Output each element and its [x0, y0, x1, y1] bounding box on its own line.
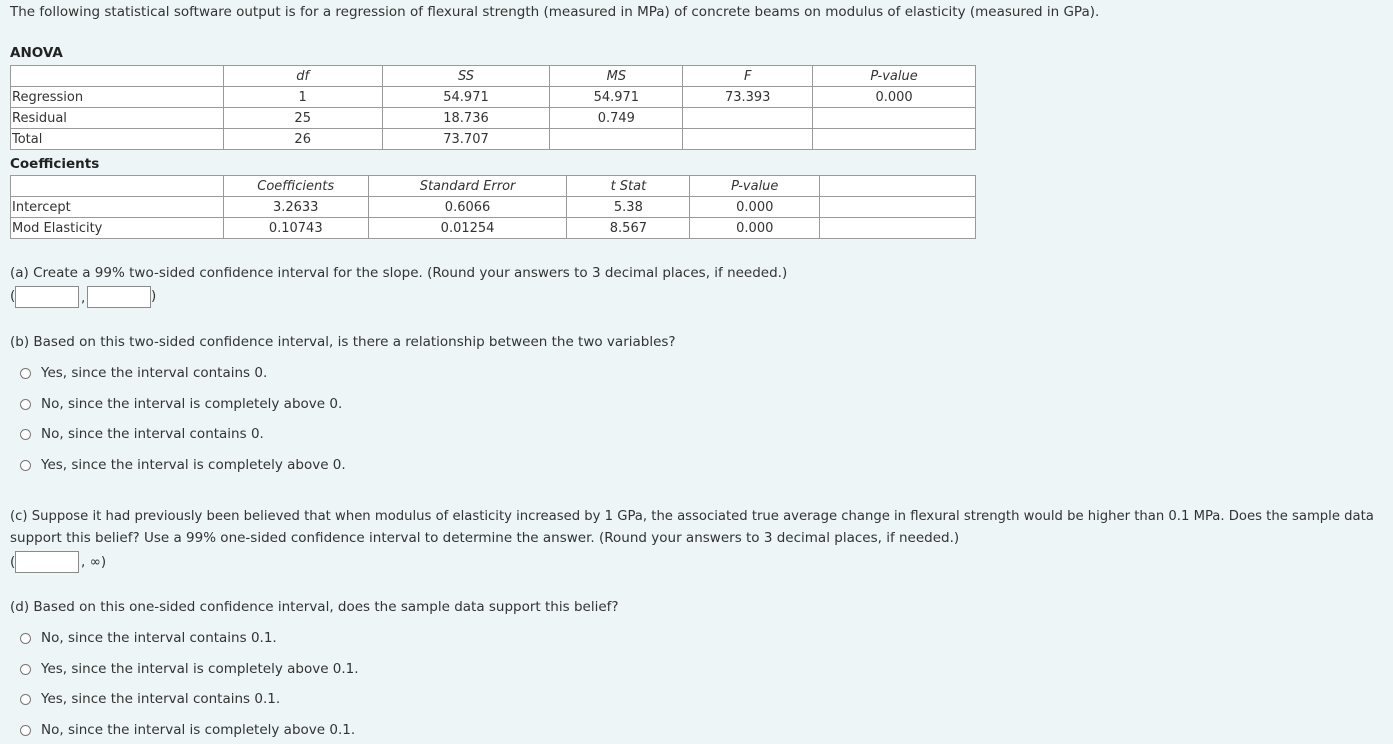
- radio-button[interactable]: [20, 725, 31, 736]
- table-cell: [683, 129, 813, 150]
- table-cell: 54.971: [550, 87, 683, 108]
- row-label: Intercept: [11, 197, 224, 218]
- part-a-lower-input[interactable]: [15, 286, 79, 308]
- option-label: No, since the interval contains 0.1.: [41, 630, 277, 646]
- part-c-lower-input[interactable]: [15, 551, 79, 573]
- part-c-infinity-tail: , ∞): [81, 554, 107, 570]
- option-label: No, since the interval is completely above 0.1.: [41, 722, 356, 738]
- table-cell: 73.707: [382, 129, 550, 150]
- option-label: No, since the interval is completely above 0.: [41, 396, 343, 412]
- table-cell: 18.736: [382, 108, 550, 129]
- table-cell: [683, 108, 813, 129]
- table-row: [11, 129, 976, 150]
- part-c-question-line2: support this belief? Use a 99% one-sided confidence interval to determine the answer. (Round your answers to 3 decimal places, if needed.): [10, 530, 960, 546]
- table-cell: [813, 129, 976, 150]
- table-cell: 0.000: [690, 197, 820, 218]
- radio-button[interactable]: [20, 664, 31, 675]
- anova-header-cell: SS: [382, 66, 550, 87]
- part-a-open-paren: (: [10, 288, 16, 304]
- coef-header-cell: [820, 176, 976, 197]
- coefficients-table: [10, 175, 976, 239]
- table-cell: 5.38: [567, 197, 690, 218]
- radio-button[interactable]: [20, 429, 31, 440]
- table-cell: 0.6066: [368, 197, 567, 218]
- row-label: Total: [11, 129, 224, 150]
- coefficients-title: Coefficients: [10, 156, 100, 172]
- option-label: Yes, since the interval is completely above 0.1.: [41, 661, 359, 677]
- table-cell: 0.000: [813, 87, 976, 108]
- radio-button[interactable]: [20, 460, 31, 471]
- part-a-close-paren: ): [151, 288, 157, 304]
- part-b-option-4[interactable]: [20, 456, 346, 474]
- table-cell: 25: [223, 108, 382, 129]
- anova-header-cell: df: [223, 66, 382, 87]
- row-label: Mod Elasticity: [11, 218, 224, 239]
- table-row: [11, 108, 976, 129]
- part-a-upper-input[interactable]: [87, 286, 151, 308]
- part-c-question-line1: (c) Suppose it had previously been believed that when modulus of elasticity increased by 1 GPa, the associated true average change in flexural strength would be higher than 0.1 MPa. Does the sample data: [10, 509, 1374, 524]
- part-d-option-1[interactable]: [20, 629, 277, 647]
- part-b-option-3[interactable]: [20, 425, 264, 443]
- anova-header-cell: MS: [550, 66, 683, 87]
- option-label: Yes, since the interval contains 0.: [41, 365, 268, 381]
- part-b-question: (b) Based on this two-sided confidence interval, is there a relationship between the two variables?: [10, 334, 676, 350]
- part-d-option-2[interactable]: [20, 660, 359, 678]
- part-c-open-paren: (: [10, 554, 16, 570]
- radio-button[interactable]: [20, 694, 31, 705]
- part-b-option-2[interactable]: [20, 395, 342, 413]
- option-label: Yes, since the interval contains 0.1.: [41, 691, 281, 707]
- anova-title: ANOVA: [10, 45, 63, 61]
- part-b-option-1[interactable]: [20, 364, 267, 382]
- option-label: Yes, since the interval is completely above 0.: [41, 457, 346, 473]
- table-cell: 0.01254: [368, 218, 567, 239]
- option-label: No, since the interval contains 0.: [41, 426, 264, 442]
- part-a-question: (a) Create a 99% two-sided confidence interval for the slope. (Round your answers to 3 decimal places, if needed.): [10, 265, 788, 281]
- coef-header-cell: t Stat: [567, 176, 690, 197]
- table-cell: 73.393: [683, 87, 813, 108]
- table-cell: [820, 218, 976, 239]
- part-d-option-3[interactable]: [20, 690, 280, 708]
- intro-text: The following statistical software output is for a regression of flexural strength (measured in MPa) of concrete beams on modulus of elasticity (measured in GPa).: [10, 4, 1100, 20]
- table-cell: 0.000: [690, 218, 820, 239]
- table-row: [11, 87, 976, 108]
- coef-header-cell: [11, 176, 224, 197]
- radio-button[interactable]: [20, 633, 31, 644]
- table-row: [11, 197, 976, 218]
- anova-table: [10, 65, 976, 150]
- table-cell: 3.2633: [223, 197, 368, 218]
- radio-button[interactable]: [20, 399, 31, 410]
- row-label: Regression: [11, 87, 224, 108]
- table-cell: 0.749: [550, 108, 683, 129]
- table-cell: [820, 197, 976, 218]
- coef-header-cell: Coefficients: [223, 176, 368, 197]
- table-cell: [813, 108, 976, 129]
- anova-header-cell: F: [683, 66, 813, 87]
- table-cell: 8.567: [567, 218, 690, 239]
- table-cell: 0.10743: [223, 218, 368, 239]
- anova-header-row: [11, 66, 976, 87]
- coefficients-header-row: [11, 176, 976, 197]
- anova-header-cell: P-value: [813, 66, 976, 87]
- part-a-comma: ,: [81, 290, 86, 306]
- part-d-question: (d) Based on this one-sided confidence interval, does the sample data support this belief?: [10, 599, 619, 615]
- coef-header-cell: P-value: [690, 176, 820, 197]
- table-cell: 26: [223, 129, 382, 150]
- radio-button[interactable]: [20, 368, 31, 379]
- table-cell: [550, 129, 683, 150]
- part-d-option-4[interactable]: [20, 721, 355, 739]
- table-cell: 54.971: [382, 87, 550, 108]
- row-label: Residual: [11, 108, 224, 129]
- coef-header-cell: Standard Error: [368, 176, 567, 197]
- table-cell: 1: [223, 87, 382, 108]
- table-row: [11, 218, 976, 239]
- anova-header-cell: [11, 66, 224, 87]
